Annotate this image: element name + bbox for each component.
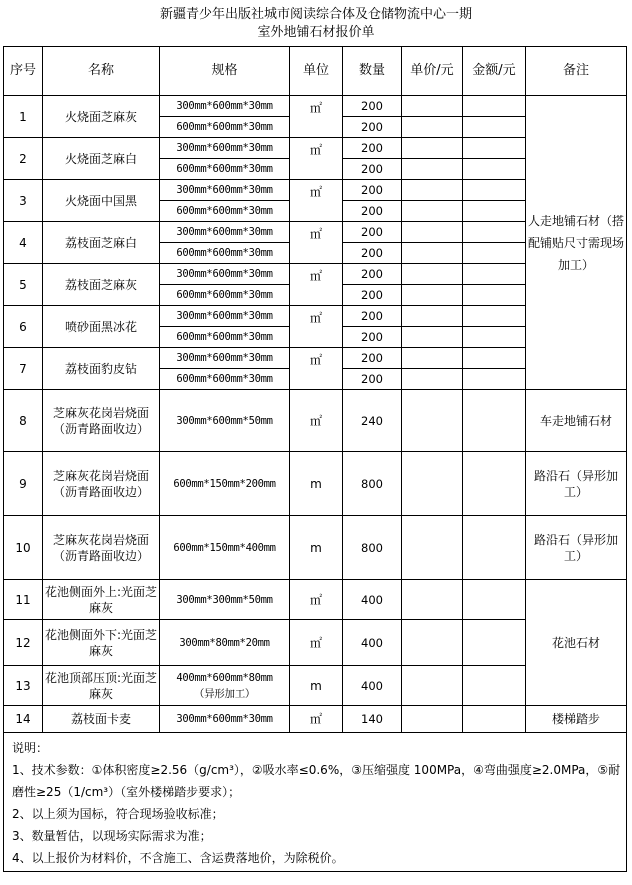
row-number: 7 [4, 348, 43, 390]
header-row [4, 47, 627, 96]
unit-price-cell [402, 620, 463, 666]
header-cell: 金额/元 [463, 47, 526, 96]
item-unit: ㎡ [290, 706, 343, 733]
item-name: 荔枝面卡麦 [43, 706, 160, 733]
unit-price-cell [402, 452, 463, 516]
item-quantity: 400 [343, 666, 402, 706]
unit-price-cell [402, 96, 463, 117]
item-quantity: 200 [343, 348, 402, 369]
item-unit: m [290, 452, 343, 516]
item-name: 火烧面芝麻灰 [43, 96, 160, 138]
amount-cell [463, 180, 526, 201]
unit-price-cell [402, 369, 463, 390]
amount-cell [463, 620, 526, 666]
item-quantity: 400 [343, 580, 402, 620]
quote-table [3, 46, 627, 872]
header-cell: 数量 [343, 47, 402, 96]
unit-price-cell [402, 180, 463, 201]
unit-price-cell [402, 390, 463, 452]
amount-cell [463, 706, 526, 733]
item-unit: ㎡ [290, 180, 343, 222]
item-spec: 300mm*600mm*30mm [160, 706, 290, 733]
item-name-line: 芝麻灰花岗岩烧面 [52, 468, 149, 483]
item-spec: 300mm*600mm*30mm [160, 264, 290, 285]
row-number: 14 [4, 706, 43, 733]
item-name-line: （沥青路面收边） [52, 548, 149, 563]
item-name: 喷砂面黑冰花 [43, 306, 160, 348]
table-row [4, 390, 627, 452]
item-name [43, 516, 160, 580]
item-name: 花池侧面外上:光面芝麻灰 [43, 580, 160, 620]
item-note: 楼梯踏步 [526, 706, 627, 733]
item-spec: 300mm*600mm*50mm [160, 390, 290, 452]
header-cell: 序号 [4, 47, 43, 96]
unit-price-cell [402, 516, 463, 580]
row-number: 8 [4, 390, 43, 452]
item-quantity: 200 [343, 243, 402, 264]
item-spec-line: 400mm*600mm*80mm [176, 671, 273, 684]
header-cell: 单价/元 [402, 47, 463, 96]
item-name: 芝麻灰花岗岩烧面（沥青路面收边） [43, 390, 160, 452]
amount-cell [463, 222, 526, 243]
item-name [43, 452, 160, 516]
row-number: 2 [4, 138, 43, 180]
row-number: 13 [4, 666, 43, 706]
row-number: 12 [4, 620, 43, 666]
amount-cell [463, 159, 526, 180]
item-spec: 600mm*150mm*200mm [160, 452, 290, 516]
amount-cell [463, 117, 526, 138]
amount-cell [463, 327, 526, 348]
notes-line: 1、技术参数：①体积密度≥2.56（g/cm³），②吸水率≤0.6%，③压缩强度 100MPa，④弯曲强度≥2.0MPa，⑤耐磨性≥25（1/cm³）（室外楼梯踏步要求）； [12, 763, 621, 799]
item-name: 荔枝面豹皮钻 [43, 348, 160, 390]
table-row [4, 96, 627, 117]
row-number: 3 [4, 180, 43, 222]
unit-price-cell [402, 222, 463, 243]
item-unit: ㎡ [290, 264, 343, 306]
unit-price-cell [402, 138, 463, 159]
item-unit: ㎡ [290, 138, 343, 180]
item-quantity: 200 [343, 138, 402, 159]
item-quantity: 800 [343, 452, 402, 516]
table-row [4, 516, 627, 580]
item-unit: ㎡ [290, 222, 343, 264]
table-row [4, 706, 627, 733]
amount-cell [463, 264, 526, 285]
item-quantity: 200 [343, 117, 402, 138]
row-number: 11 [4, 580, 43, 620]
item-name: 花池顶部压顶:光面芝麻灰 [43, 666, 160, 706]
unit-price-cell [402, 243, 463, 264]
item-name: 荔枝面芝麻灰 [43, 264, 160, 306]
item-quantity: 200 [343, 222, 402, 243]
amount-cell [463, 96, 526, 117]
item-spec: 600mm*600mm*30mm [160, 243, 290, 264]
unit-price-cell [402, 666, 463, 706]
item-spec: 600mm*600mm*30mm [160, 369, 290, 390]
row-number: 5 [4, 264, 43, 306]
item-spec: 300mm*80mm*20mm [160, 620, 290, 666]
unit-price-cell [402, 117, 463, 138]
item-unit: ㎡ [290, 390, 343, 452]
item-spec: 300mm*600mm*30mm [160, 180, 290, 201]
amount-cell [463, 580, 526, 620]
row-number: 1 [4, 96, 43, 138]
item-unit: ㎡ [290, 306, 343, 348]
item-spec: 300mm*300mm*50mm [160, 580, 290, 620]
item-note: 花池石材 [526, 580, 627, 706]
item-spec: 600mm*600mm*30mm [160, 159, 290, 180]
notes-cell [4, 733, 627, 872]
item-quantity: 200 [343, 306, 402, 327]
item-unit: ㎡ [290, 96, 343, 138]
item-name-line: 芝麻灰花岗岩烧面 [52, 532, 149, 547]
item-unit: m [290, 666, 343, 706]
item-name: 荔枝面芝麻白 [43, 222, 160, 264]
notes-line: 2、以上须为国标，符合现场验收标准； [12, 807, 224, 821]
amount-cell [463, 666, 526, 706]
item-quantity: 200 [343, 285, 402, 306]
item-spec: 600mm*600mm*30mm [160, 201, 290, 222]
item-quantity: 200 [343, 327, 402, 348]
item-name: 花池侧面外下:光面芝麻灰 [43, 620, 160, 666]
header-cell: 单位 [290, 47, 343, 96]
table-row [4, 580, 627, 620]
item-name-line: （沥青路面收边） [52, 484, 149, 499]
item-note: 路沿石（异形加工） [526, 516, 627, 580]
item-quantity: 200 [343, 264, 402, 285]
unit-price-cell [402, 327, 463, 348]
document-subtitle: 室外地铺石材报价单 [257, 25, 375, 40]
row-number: 6 [4, 306, 43, 348]
unit-price-cell [402, 285, 463, 306]
amount-cell [463, 516, 526, 580]
amount-cell [463, 285, 526, 306]
item-spec [160, 666, 290, 706]
header-cell: 名称 [43, 47, 160, 96]
item-spec: 300mm*600mm*30mm [160, 306, 290, 327]
item-spec: 600mm*600mm*30mm [160, 285, 290, 306]
item-quantity: 200 [343, 96, 402, 117]
amount-cell [463, 369, 526, 390]
unit-price-cell [402, 348, 463, 369]
notes-heading: 说明： [12, 741, 49, 755]
row-number: 4 [4, 222, 43, 264]
item-unit: ㎡ [290, 580, 343, 620]
notes-line: 3、数量暂估，以现场实际需求为准； [12, 829, 212, 843]
row-number: 9 [4, 452, 43, 516]
unit-price-cell [402, 201, 463, 222]
item-quantity: 400 [343, 620, 402, 666]
amount-cell [463, 390, 526, 452]
amount-cell [463, 138, 526, 159]
unit-price-cell [402, 159, 463, 180]
unit-price-cell [402, 264, 463, 285]
notes-line: 4、以上报价为材料价，不含施工、含运费落地价，为除税价。 [12, 851, 344, 865]
item-unit: ㎡ [290, 620, 343, 666]
item-note: 人走地铺石材（搭配铺贴尺寸需现场加工） [526, 96, 627, 390]
document-title: 新疆青少年出版社城市阅读综合体及仓储物流中心一期 [159, 7, 472, 22]
item-quantity: 200 [343, 180, 402, 201]
item-quantity: 200 [343, 201, 402, 222]
item-name: 火烧面芝麻白 [43, 138, 160, 180]
item-quantity: 200 [343, 159, 402, 180]
item-spec: 300mm*600mm*30mm [160, 222, 290, 243]
unit-price-cell [402, 580, 463, 620]
amount-cell [463, 243, 526, 264]
item-spec: 600mm*600mm*30mm [160, 117, 290, 138]
item-unit: m [290, 516, 343, 580]
item-spec: 300mm*600mm*30mm [160, 96, 290, 117]
amount-cell [463, 348, 526, 369]
amount-cell [463, 306, 526, 327]
row-number: 10 [4, 516, 43, 580]
item-note: 车走地铺石材 [526, 390, 627, 452]
unit-price-cell [402, 706, 463, 733]
table-row [4, 452, 627, 516]
header-cell: 规格 [160, 47, 290, 96]
item-quantity: 800 [343, 516, 402, 580]
item-spec: 300mm*600mm*30mm [160, 138, 290, 159]
amount-cell [463, 201, 526, 222]
notes-row [4, 733, 627, 872]
item-quantity: 240 [343, 390, 402, 452]
item-spec: 600mm*150mm*400mm [160, 516, 290, 580]
header-cell: 备注 [526, 47, 627, 96]
item-spec: 300mm*600mm*30mm [160, 348, 290, 369]
item-name: 火烧面中国黑 [43, 180, 160, 222]
item-note: 路沿石（异形加工） [526, 452, 627, 516]
item-spec: 600mm*600mm*30mm [160, 327, 290, 348]
item-spec-line: （异形加工） [193, 687, 256, 700]
item-quantity: 140 [343, 706, 402, 733]
item-quantity: 200 [343, 369, 402, 390]
unit-price-cell [402, 306, 463, 327]
amount-cell [463, 452, 526, 516]
item-unit: ㎡ [290, 348, 343, 390]
